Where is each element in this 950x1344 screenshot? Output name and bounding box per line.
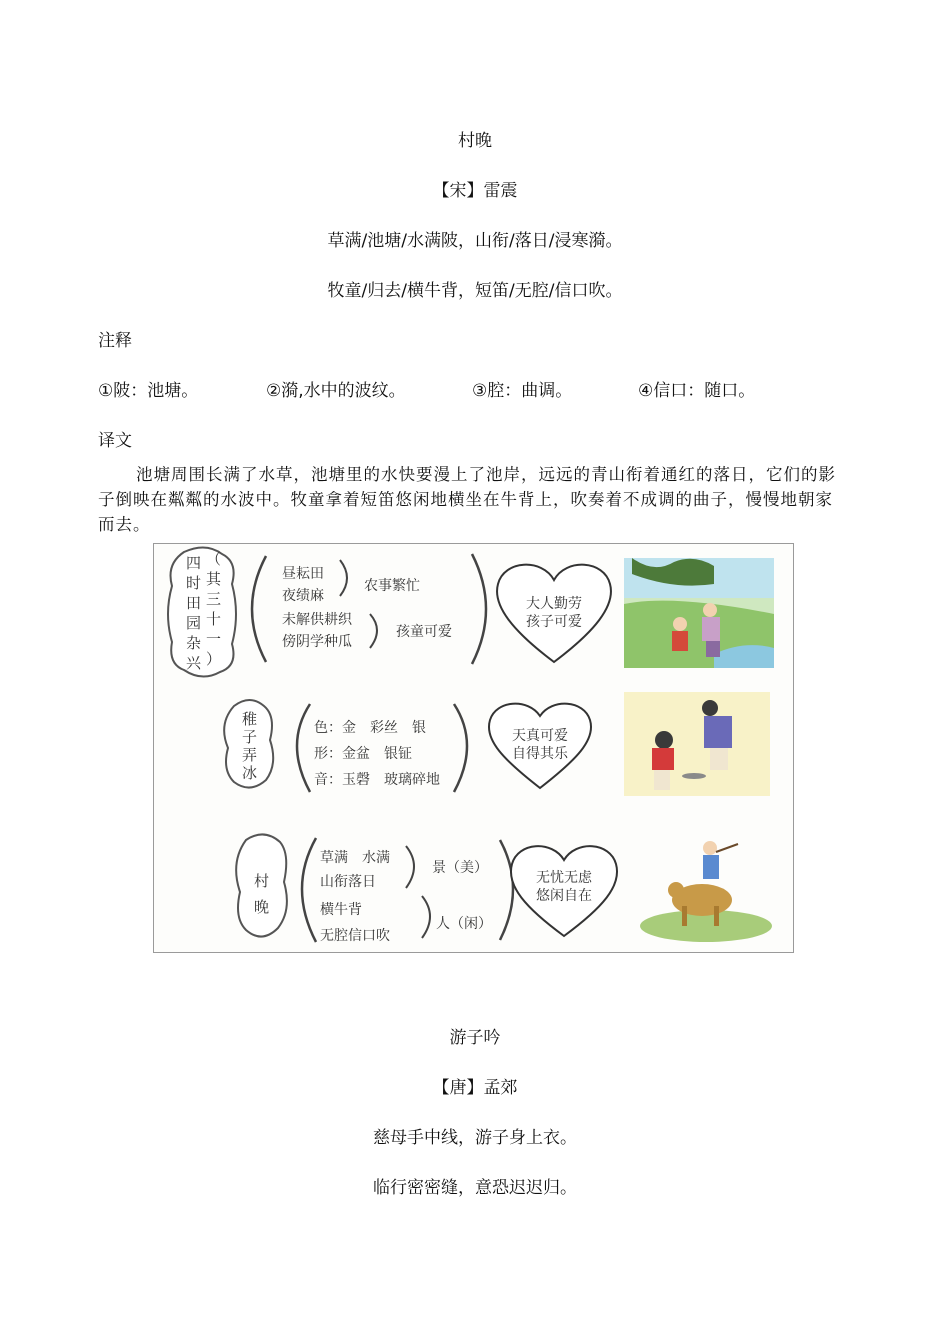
- row3-brace-a: [406, 846, 414, 888]
- row1-title-char: 四: [186, 554, 202, 572]
- poem-line-2: 牧童/归去/横牛背，短笛/无腔/信口吹。: [327, 281, 623, 301]
- row1-heart-text: 大人勤劳: [526, 596, 582, 612]
- row3-illustration: [640, 841, 772, 942]
- row1-title-char: 时: [186, 574, 202, 592]
- poem-title: 村晚: [458, 131, 492, 151]
- row1-title-char: 杂: [186, 634, 202, 652]
- row3-title-char: 晚: [254, 898, 270, 916]
- row1-item: 夜绩麻: [282, 588, 324, 604]
- row3-label: 景（美）: [432, 860, 488, 876]
- row1-label: 孩童可爱: [396, 624, 452, 640]
- row1-brace-a: [340, 560, 347, 596]
- row2-title-vertical: [242, 710, 257, 782]
- row1-title-char: 三: [206, 590, 222, 608]
- row1-title-char: ）: [206, 650, 222, 668]
- row2-brace-close: [454, 704, 467, 792]
- row2-illustration: [624, 692, 770, 796]
- row3-heart-text: 悠闲自在: [536, 888, 592, 904]
- row2-item: 色：金 彩丝 银: [314, 720, 426, 736]
- row2-title-char: 子: [242, 728, 258, 746]
- row1-title-char: （: [206, 550, 222, 568]
- row3-title-char: 村: [254, 872, 270, 890]
- row3-item: 草满 水满: [320, 850, 390, 866]
- row1-title-char: 兴: [186, 654, 202, 672]
- row1-item: 未解供耕织: [282, 612, 352, 628]
- row3-label: 人（闲）: [436, 916, 492, 932]
- row1-title-char: 园: [186, 614, 202, 632]
- note-item: ④信口：随口。: [638, 381, 756, 401]
- row3-brace-b: [422, 896, 430, 938]
- row2-item: 形：金盆 银钲: [314, 746, 412, 762]
- row1-label: 农事繁忙: [364, 578, 420, 594]
- row1-brace-close: [472, 554, 486, 664]
- note-item: ②漪,水中的波纹。: [266, 381, 406, 401]
- row3-item: 横牛背: [320, 902, 362, 918]
- row2-heart-text: 自得其乐: [512, 746, 568, 762]
- row3-brace-open: [302, 838, 316, 942]
- row2-item: 音：玉磬 玻璃碎地: [314, 772, 440, 788]
- row3-item: 山衔落日: [320, 874, 376, 890]
- row3-brace-close: [500, 840, 513, 940]
- row1-item: 傍阴学种瓜: [282, 634, 352, 650]
- row2-title-char: 弄: [242, 746, 258, 764]
- note-item: ③腔：曲调。: [472, 381, 573, 401]
- row2-title-char: 稚: [242, 710, 258, 728]
- row1-illustration: [624, 558, 774, 668]
- translation-heading: 译文: [98, 431, 132, 451]
- row1-title-char: 田: [186, 594, 202, 612]
- poem2-line-1: 慈母手中线，游子身上衣。: [373, 1128, 577, 1148]
- mindmap-svg: [154, 544, 793, 952]
- notes-heading: 注释: [98, 331, 132, 351]
- row2-brace-open: [297, 704, 310, 792]
- row1-title-char: 一: [206, 630, 222, 648]
- row3-heart-text: 无忧无虑: [536, 870, 592, 886]
- row1-title-char: 其: [206, 570, 222, 588]
- poem2-line-2: 临行密密缝，意恐迟迟归。: [373, 1178, 577, 1198]
- poem2-author: 【唐】孟郊: [432, 1078, 518, 1098]
- row1-item: 昼耘田: [282, 566, 324, 582]
- row1-brace-b: [370, 614, 377, 648]
- poem-author: 【宋】雷震: [432, 181, 518, 201]
- row1-title-char: 十: [206, 610, 222, 628]
- row2-heart-text: 天真可爱: [512, 728, 568, 744]
- poem2-title: 游子吟: [449, 1028, 501, 1048]
- row3-item: 无腔信口吹: [320, 928, 390, 944]
- note-item: ①陂：池塘。: [98, 381, 199, 401]
- translation-text: 池塘周围长满了水草，池塘里的水快要漫上了池岸，远远的青山衔着通红的落日，它们的影子倒映在粼粼的水波中。牧童拿着短笛悠闲地横坐在牛背上，吹奏着不成调的曲子，慢慢地朝家而去。: [98, 465, 836, 534]
- row1-heart-text: 孩子可爱: [526, 614, 582, 630]
- poem-line-1: 草满/池塘/水满陂，山衔/落日/浸寒漪。: [327, 231, 623, 251]
- row2-title-char: 冰: [242, 764, 258, 782]
- poem-mindmap: [153, 543, 794, 953]
